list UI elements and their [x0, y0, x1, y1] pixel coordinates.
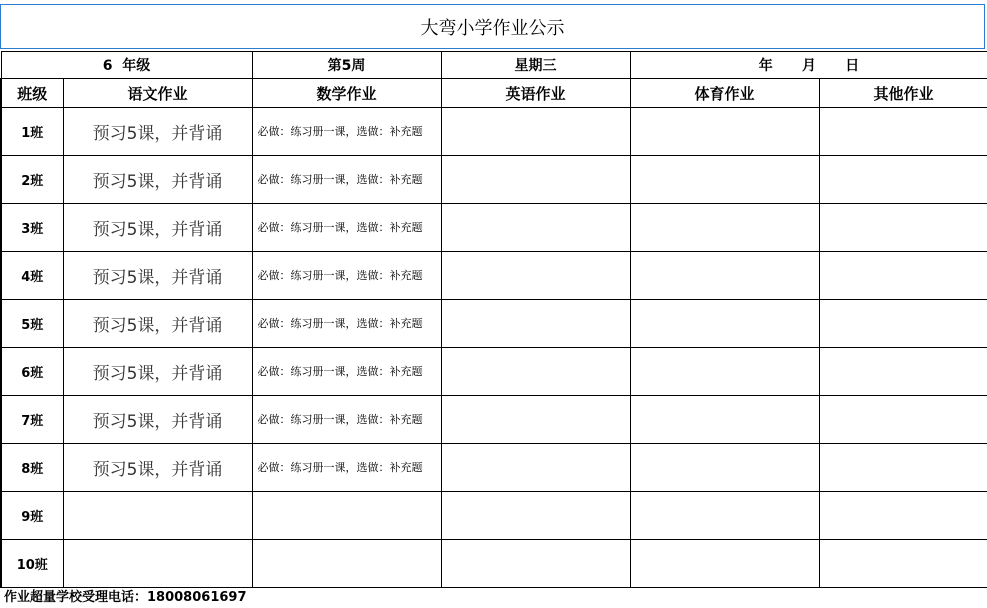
math-homework-cell[interactable]: 必做：练习册一课，选做：补充题 — [252, 156, 441, 204]
chinese-homework-cell[interactable]: 预习5课，并背诵 — [63, 396, 252, 444]
pe-homework-cell[interactable] — [630, 300, 819, 348]
english-homework-cell[interactable] — [441, 396, 630, 444]
date-cell[interactable]: 年 月 日 — [630, 52, 987, 79]
class-cell[interactable]: 1班 — [1, 108, 63, 156]
english-homework-cell[interactable] — [441, 492, 630, 540]
math-homework-cell[interactable] — [252, 540, 441, 588]
chinese-homework-cell[interactable]: 预习5课，并背诵 — [63, 348, 252, 396]
table-row — [1, 204, 987, 252]
other-homework-cell[interactable] — [819, 444, 987, 492]
pe-homework-cell[interactable] — [630, 252, 819, 300]
table-row — [1, 300, 987, 348]
math-homework-cell[interactable]: 必做：练习册一课，选做：补充题 — [252, 348, 441, 396]
column-header-class[interactable]: 班级 — [1, 79, 63, 108]
chinese-homework-cell[interactable]: 预习5课，并背诵 — [63, 252, 252, 300]
column-header-english[interactable]: 英语作业 — [441, 79, 630, 108]
table-row — [1, 492, 987, 540]
weekday-cell[interactable]: 星期三 — [441, 52, 630, 79]
math-homework-cell[interactable] — [252, 492, 441, 540]
class-cell[interactable]: 10班 — [1, 540, 63, 588]
week-cell[interactable]: 第5周 — [252, 52, 441, 79]
other-homework-cell[interactable] — [819, 348, 987, 396]
chinese-homework-cell[interactable]: 预习5课，并背诵 — [63, 108, 252, 156]
column-header-math[interactable]: 数学作业 — [252, 79, 441, 108]
other-homework-cell[interactable] — [819, 108, 987, 156]
math-homework-cell[interactable]: 必做：练习册一课，选做：补充题 — [252, 108, 441, 156]
info-row — [1, 52, 987, 79]
english-homework-cell[interactable] — [441, 252, 630, 300]
header-row — [1, 79, 987, 108]
other-homework-cell[interactable] — [819, 156, 987, 204]
english-homework-cell[interactable] — [441, 540, 630, 588]
english-homework-cell[interactable] — [441, 156, 630, 204]
other-homework-cell[interactable] — [819, 540, 987, 588]
chinese-homework-cell[interactable] — [63, 492, 252, 540]
homework-table — [0, 51, 987, 588]
chinese-homework-cell[interactable]: 预习5课，并背诵 — [63, 204, 252, 252]
table-row — [1, 108, 987, 156]
pe-homework-cell[interactable] — [630, 492, 819, 540]
pe-homework-cell[interactable] — [630, 348, 819, 396]
math-homework-cell[interactable]: 必做：练习册一课，选做：补充题 — [252, 204, 441, 252]
pe-homework-cell[interactable] — [630, 444, 819, 492]
table-row — [1, 444, 987, 492]
table-row — [1, 540, 987, 588]
math-homework-cell[interactable]: 必做：练习册一课，选做：补充题 — [252, 444, 441, 492]
english-homework-cell[interactable] — [441, 204, 630, 252]
other-homework-cell[interactable] — [819, 396, 987, 444]
class-cell[interactable]: 8班 — [1, 444, 63, 492]
other-homework-cell[interactable] — [819, 492, 987, 540]
english-homework-cell[interactable] — [441, 444, 630, 492]
math-homework-cell[interactable]: 必做：练习册一课，选做：补充题 — [252, 252, 441, 300]
chinese-homework-cell[interactable] — [63, 540, 252, 588]
class-cell[interactable]: 6班 — [1, 348, 63, 396]
pe-homework-cell[interactable] — [630, 396, 819, 444]
column-header-pe[interactable]: 体育作业 — [630, 79, 819, 108]
english-homework-cell[interactable] — [441, 300, 630, 348]
complaint-hotline: 作业超量学校受理电话：18008061697 — [4, 590, 247, 605]
other-homework-cell[interactable] — [819, 252, 987, 300]
class-cell[interactable]: 9班 — [1, 492, 63, 540]
sheet-title[interactable]: 大弯小学作业公示 — [0, 4, 985, 49]
english-homework-cell[interactable] — [441, 348, 630, 396]
chinese-homework-cell[interactable]: 预习5课，并背诵 — [63, 156, 252, 204]
other-homework-cell[interactable] — [819, 300, 987, 348]
class-cell[interactable]: 3班 — [1, 204, 63, 252]
math-homework-cell[interactable]: 必做：练习册一课，选做：补充题 — [252, 300, 441, 348]
math-homework-cell[interactable]: 必做：练习册一课，选做：补充题 — [252, 396, 441, 444]
grade-cell[interactable]: 6 年级 — [1, 52, 252, 79]
pe-homework-cell[interactable] — [630, 108, 819, 156]
pe-homework-cell[interactable] — [630, 204, 819, 252]
pe-homework-cell[interactable] — [630, 156, 819, 204]
chinese-homework-cell[interactable]: 预习5课，并背诵 — [63, 300, 252, 348]
class-cell[interactable]: 2班 — [1, 156, 63, 204]
chinese-homework-cell[interactable]: 预习5课，并背诵 — [63, 444, 252, 492]
table-row — [1, 348, 987, 396]
pe-homework-cell[interactable] — [630, 540, 819, 588]
english-homework-cell[interactable] — [441, 108, 630, 156]
table-row — [1, 156, 987, 204]
class-cell[interactable]: 7班 — [1, 396, 63, 444]
column-header-chinese[interactable]: 语文作业 — [63, 79, 252, 108]
table-row — [1, 252, 987, 300]
class-cell[interactable]: 4班 — [1, 252, 63, 300]
class-cell[interactable]: 5班 — [1, 300, 63, 348]
other-homework-cell[interactable] — [819, 204, 987, 252]
table-row — [1, 396, 987, 444]
column-header-other[interactable]: 其他作业 — [819, 79, 987, 108]
